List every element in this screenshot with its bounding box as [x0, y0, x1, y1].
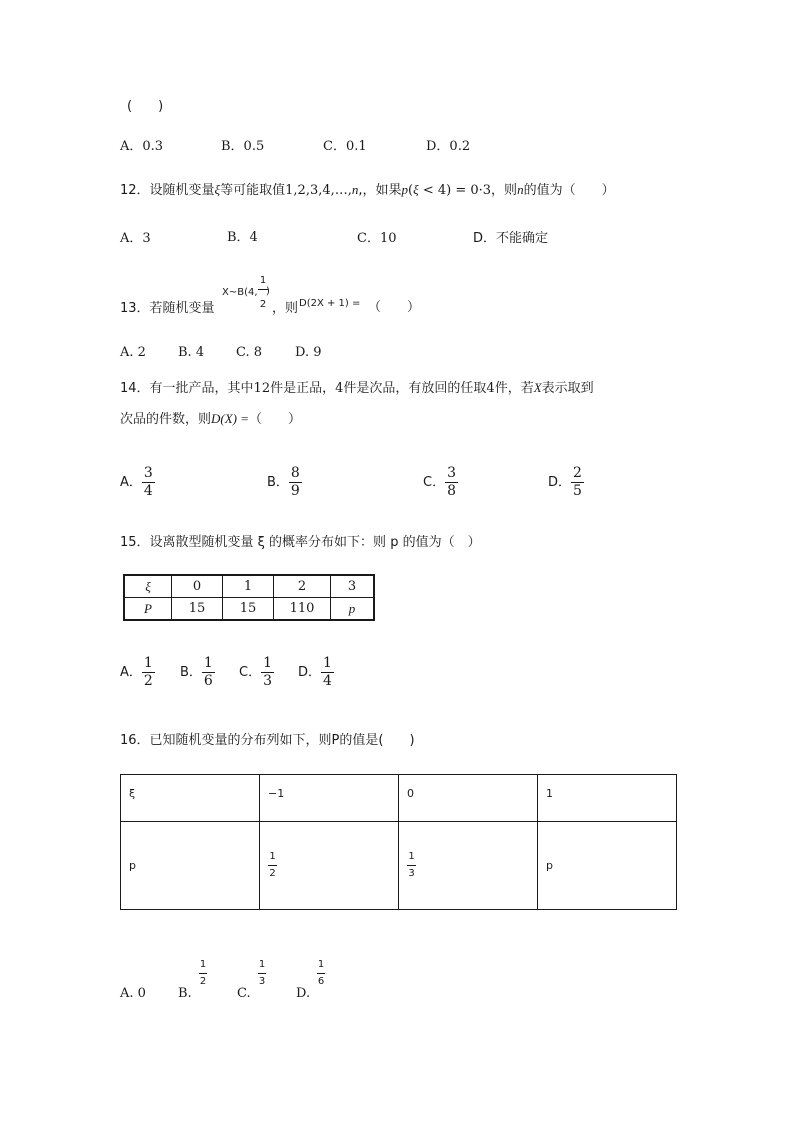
q12-middle: 等可能取值	[220, 183, 286, 198]
q12-if: ，如果	[362, 183, 402, 198]
q12-then: ，则	[491, 183, 518, 198]
option-label: A．	[120, 475, 142, 490]
option-label: D．	[548, 475, 572, 490]
table-cell: 0	[399, 775, 538, 822]
q15-distribution-table	[123, 574, 375, 621]
option-label: C．	[423, 475, 446, 490]
q13-half-den: 2	[259, 299, 267, 310]
q13-distribution	[222, 288, 258, 298]
q13-then: ，则	[272, 301, 299, 316]
q14-line1-a: 14．有一批产品，其中	[120, 381, 254, 396]
q12-stem	[120, 183, 615, 197]
fraction: $\frac{8}{9}$	[290, 465, 300, 499]
option-label: B．	[267, 475, 289, 490]
q16-option-d-label: D.	[296, 986, 311, 1001]
q12-option-a: A．3	[120, 231, 151, 246]
table-cell: p	[538, 822, 677, 910]
q16-question: 16．已知随机变量的分布列如下，则P的值是( )	[120, 733, 415, 748]
table-cell: p	[331, 598, 375, 621]
q13-var-expr: D(2X + 1) =	[299, 298, 361, 309]
q11-option-b: B．0.5	[221, 139, 265, 154]
table-cell: ξ	[121, 775, 260, 822]
fraction: $\frac{1}{2}$	[143, 655, 153, 689]
table-cell: 1	[223, 575, 274, 598]
q14-paren: （ ）	[249, 412, 302, 427]
q16-option-c-fraction: 1 3	[258, 959, 266, 987]
q12-n2: n	[517, 182, 524, 197]
option-label: A．	[120, 665, 142, 680]
q12-expr-open: (	[408, 183, 414, 198]
option-label: C．	[239, 665, 262, 680]
table-row	[124, 598, 374, 621]
q14-line1-c: 件是次品，有放回的任取	[343, 381, 487, 396]
q12-option-c: C．10	[357, 231, 397, 246]
q16-distribution-table	[120, 774, 677, 910]
table-cell: ξ	[124, 575, 172, 598]
q12-values: 1,2,3,4,…,	[285, 183, 352, 198]
q14-dx: D(X) =	[211, 411, 250, 426]
q16-option-b-label: B.	[178, 986, 192, 1001]
q11-option-d: D．0.2	[426, 139, 471, 154]
q14-line2-a: 次品的件数，则	[120, 412, 212, 427]
q14-option-c	[423, 465, 458, 500]
q16-option-d-fraction: 1 6	[317, 959, 325, 987]
option-label: B．	[180, 665, 202, 680]
fraction: $\frac{3}{4}$	[143, 465, 153, 499]
q14-line1-e: 表示取到	[541, 381, 594, 396]
q12-suffix: 的值为（ ）	[523, 183, 615, 198]
fraction: $\frac{2}{5}$	[573, 465, 582, 499]
q15-option-a	[120, 655, 155, 690]
fraction: $\frac{3}{8}$	[447, 465, 456, 499]
table-cell: 3	[331, 575, 375, 598]
q11-option-c: C．0.1	[323, 139, 367, 154]
q12-expr-p: p	[401, 182, 409, 197]
q13-dist: X~B(4,	[222, 287, 258, 298]
q14-option-a	[120, 465, 155, 500]
table-cell	[260, 822, 399, 910]
table-row	[121, 775, 677, 822]
q14-line-1	[120, 381, 594, 395]
q12-option-d: D．不能确定	[473, 231, 549, 246]
q13-dist-close: )	[266, 286, 270, 297]
q14-line-2	[120, 412, 301, 426]
q12-n: n	[351, 182, 359, 197]
q13-prefix: 13．若随机变量	[120, 301, 215, 316]
table-row	[121, 822, 677, 910]
q12-expr-rest: < 4) = 0·3	[418, 183, 492, 198]
q11-option-a: A．0.3	[120, 139, 164, 154]
table-cell: 1	[538, 775, 677, 822]
q14-n12: 12	[253, 381, 271, 396]
q16-option-c-label: C.	[237, 986, 251, 1001]
q13-paren: （ ）	[368, 300, 421, 315]
q16-option-a: A. 0	[120, 986, 146, 1001]
q14-n4: 4	[335, 381, 344, 396]
q13-half-num: 1	[259, 275, 267, 286]
q16-option-b-fraction: 1 2	[199, 959, 207, 987]
q12-prefix: 12．设随机变量	[120, 183, 215, 198]
table-cell: 15	[223, 598, 274, 621]
table-row	[124, 575, 374, 598]
q13-option-a: A. 2	[120, 345, 146, 360]
q11-answer-paren: ( )	[127, 99, 164, 114]
fraction: $\frac{1}{6}$	[203, 655, 213, 689]
q14-option-d	[548, 465, 584, 500]
q13-option-c: C. 8	[236, 345, 263, 360]
option-label: D．	[298, 665, 322, 680]
q13-option-d: D. 9	[295, 345, 322, 360]
table-cell: P	[124, 598, 172, 621]
q12-option-b: B．4	[227, 230, 258, 245]
q14-x: X	[533, 380, 542, 395]
table-cell: 2	[274, 575, 331, 598]
q15-option-d	[298, 655, 334, 690]
q15-option-c	[239, 655, 274, 690]
q13-option-b: B. 4	[178, 345, 205, 360]
q14-n4b: 4	[486, 381, 495, 396]
table-cell: 0	[172, 575, 223, 598]
table-cell: 15	[172, 598, 223, 621]
q15-option-b	[180, 655, 215, 690]
q12-xi: ξ	[214, 182, 221, 197]
fraction: $\frac{1}{2}$	[269, 851, 276, 879]
table-cell: −1	[260, 775, 399, 822]
q14-line1-d: 件，若	[494, 381, 534, 396]
q15-question: 15．设离散型随机变量 ξ 的概率分布如下：则 p 的值为（ ）	[120, 535, 481, 550]
fraction: $\frac{1}{4}$	[323, 655, 332, 689]
q14-line1-b: 件是正品，	[270, 381, 336, 396]
table-cell: 110	[274, 598, 331, 621]
fraction: $\frac{1}{3}$	[408, 851, 415, 879]
q12-comma: ,	[358, 183, 363, 198]
fraction: $\frac{1}{3}$	[263, 655, 272, 689]
table-cell: p	[121, 822, 260, 910]
q14-option-b	[267, 465, 302, 500]
table-cell	[399, 822, 538, 910]
q12-expr-xi: ξ	[413, 182, 419, 197]
